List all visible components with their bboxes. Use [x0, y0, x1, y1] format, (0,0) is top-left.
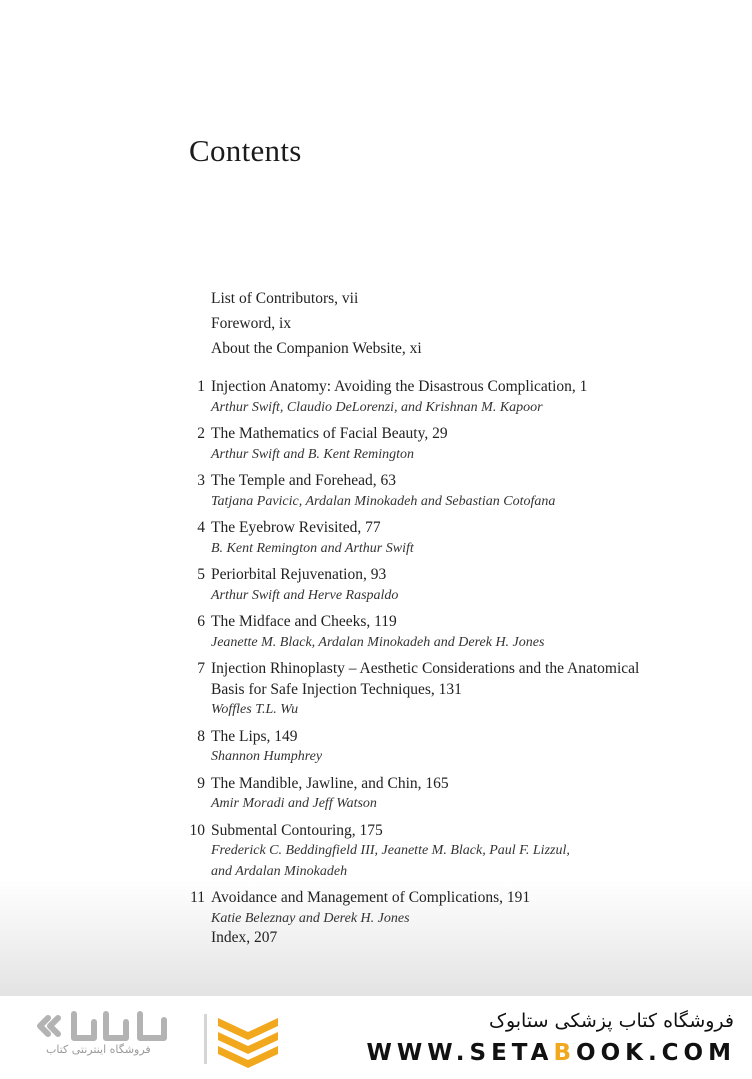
- chapter-body: [211, 774, 681, 815]
- chapter-title: Injection Rhinoplasty – Aesthetic Considerations and the Anatomical: [211, 660, 640, 677]
- chapter-authors: Arthur Swift, Claudio DeLorenzi, and Krishnan M. Kapoor: [211, 399, 543, 415]
- chapter-body: [211, 659, 681, 721]
- chapter-authors: Arthur Swift and B. Kent Remington: [211, 446, 414, 462]
- watermark-banner: [0, 996, 752, 1079]
- chapter-list: [0, 377, 752, 935]
- chapter-entry: [0, 659, 752, 721]
- front-matter-item: Foreword, ix: [211, 315, 292, 332]
- chapter-authors: Jeanette M. Black, Ardalan Minokadeh and Derek H. Jones: [211, 634, 545, 650]
- setabook-logo: [34, 1008, 294, 1072]
- chapter-title: Basis for Safe Injection Techniques, 131: [211, 680, 462, 698]
- chapter-number: 10: [189, 821, 205, 839]
- chapter-number: 5: [197, 566, 205, 583]
- chapter-body: [211, 888, 681, 929]
- page-title: Contents: [189, 132, 302, 168]
- front-matter-list: [211, 286, 422, 361]
- chapter-body: [211, 612, 681, 653]
- store-url-suffix: OOK.COM: [576, 1040, 736, 1066]
- chapter-authors: B. Kent Remington and Arthur Swift: [211, 540, 414, 556]
- chapter-entry: [0, 565, 752, 606]
- chapter-authors: Tatjana Pavicic, Ardalan Minokadeh and Sebastian Cotofana: [211, 493, 556, 509]
- chapter-number: 3: [197, 472, 205, 489]
- chapter-body: [211, 424, 681, 465]
- chapter-authors: Shannon Humphrey: [211, 749, 323, 764]
- chapter-entry: [0, 377, 752, 418]
- chapter-entry: [0, 774, 752, 815]
- chapter-number: 8: [197, 727, 205, 745]
- chapter-body: [211, 471, 681, 512]
- store-name: فروشگاه کتاب پزشکی ستابوک: [488, 1010, 734, 1032]
- store-url: [367, 1040, 736, 1066]
- chapter-title: The Lips, 149: [211, 727, 298, 745]
- chapter-number: 7: [197, 660, 205, 677]
- chapter-entry: [0, 821, 752, 883]
- chapter-authors: Amir Moradi and Jeff Watson: [211, 796, 377, 811]
- logo-wordmark: [40, 1014, 164, 1038]
- chapter-number: 2: [197, 425, 205, 442]
- chapter-number: 6: [197, 613, 205, 630]
- chapter-entry: [0, 888, 752, 929]
- chapter-title: The Mathematics of Facial Beauty, 29: [211, 425, 448, 442]
- chapter-body: [211, 727, 681, 768]
- chapter-authors: Katie Beleznay and Derek H. Jones: [211, 910, 410, 926]
- chapter-title: Injection Anatomy: Avoiding the Disastrous Complication, 1: [211, 378, 588, 395]
- store-url-accent: B: [553, 1040, 577, 1066]
- chapter-body: [211, 565, 681, 606]
- chapter-number: 11: [190, 889, 205, 906]
- chapter-number: 1: [197, 378, 205, 395]
- index-entry: Index, 207: [211, 929, 278, 946]
- chapter-title: The Eyebrow Revisited, 77: [211, 519, 381, 536]
- chapter-body: [211, 518, 681, 559]
- chapter-authors: Frederick C. Beddingfield III, Jeanette M. Black, Paul F. Lizzul,: [211, 843, 570, 858]
- chapter-entry: [0, 471, 752, 512]
- front-matter-item: List of Contributors, vii: [211, 290, 359, 307]
- front-matter-item: About the Companion Website, xi: [211, 340, 422, 357]
- chapter-number: 9: [197, 774, 205, 792]
- chapter-title: Submental Contouring, 175: [211, 821, 383, 839]
- chapter-title: The Midface and Cheeks, 119: [211, 613, 397, 630]
- chapter-authors: Woffles T.L. Wu: [211, 702, 299, 717]
- chapter-entry: [0, 727, 752, 768]
- store-url-prefix: WWW.SETA: [366, 1040, 554, 1066]
- chapter-title: The Temple and Forehead, 63: [211, 472, 397, 489]
- chapter-entry: [0, 518, 752, 559]
- chapter-title: Avoidance and Management of Complications, 191: [211, 889, 531, 906]
- chapter-authors: and Ardalan Minokadeh: [211, 863, 348, 879]
- chapter-entry: [0, 424, 752, 465]
- logo-divider: [204, 1014, 207, 1064]
- chapter-number: 4: [197, 519, 205, 536]
- chapter-title: Periorbital Rejuvenation, 93: [211, 566, 387, 583]
- chapter-body: [211, 377, 681, 418]
- chapter-entry: [0, 612, 752, 653]
- logo-book-mark: [218, 1018, 278, 1068]
- chapter-title: The Mandible, Jawline, and Chin, 165: [211, 774, 449, 792]
- chapter-body: [211, 821, 681, 883]
- logo-subtitle: فروشگاه اینترنتی کتاب: [46, 1043, 151, 1056]
- chapter-authors: Arthur Swift and Herve Raspaldo: [211, 587, 399, 603]
